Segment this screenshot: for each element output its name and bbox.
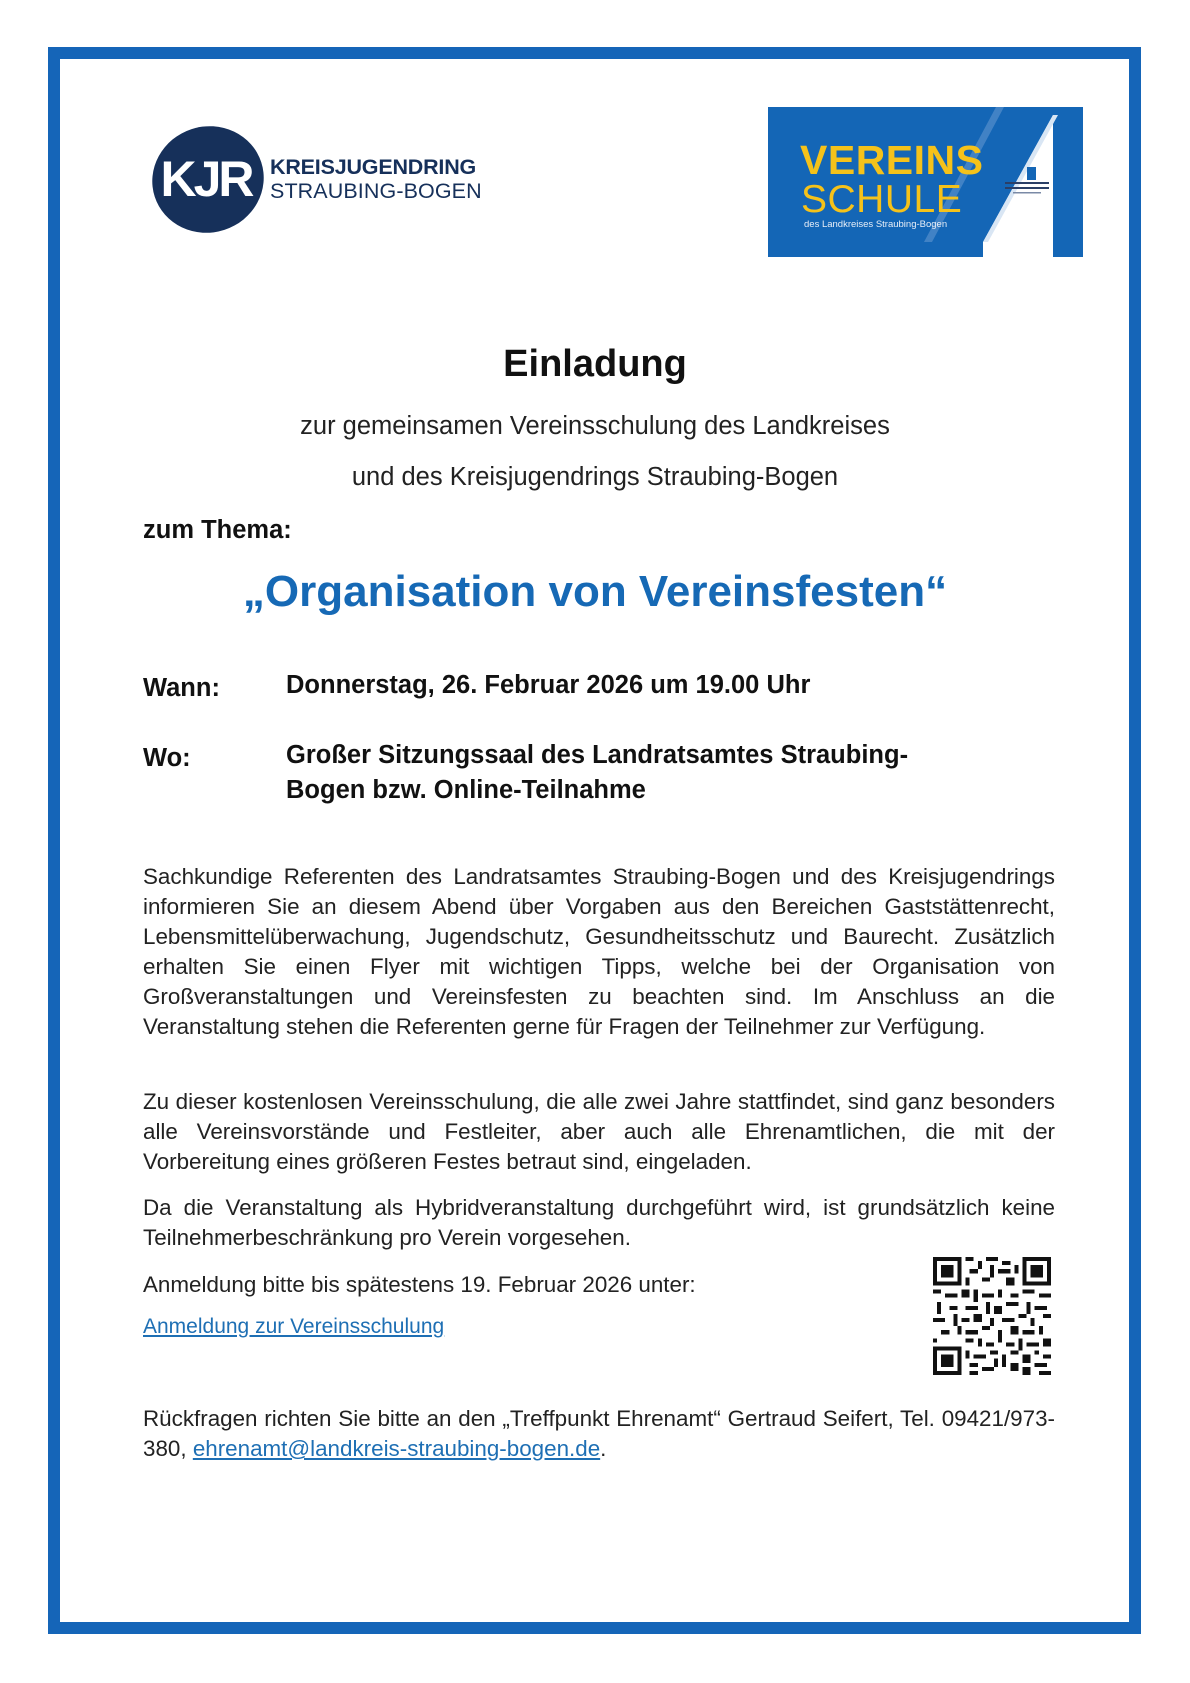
contact-end: .: [600, 1436, 607, 1461]
landkreis-seal-icon: [999, 167, 1055, 197]
contact-text: Rückfragen richten Sie bitte an den „Treffpunkt Ehrenamt“ Gertraud Seifert, Tel. 09421/973-380,: [143, 1406, 1055, 1461]
when-label: Wann:: [143, 674, 220, 702]
qr-code-icon[interactable]: [933, 1257, 1051, 1375]
kjr-oval-icon: [148, 122, 268, 237]
kjr-logo: [148, 122, 488, 242]
registration-link[interactable]: Anmeldung zur Vereinsschulung: [143, 1315, 445, 1338]
kjr-name-line1: KREISJUGENDRING: [270, 155, 477, 179]
topic-title: „Organisation von Vereinsfesten“: [242, 567, 948, 616]
contact-email-link[interactable]: ehrenamt@landkreis-straubing-bogen.de: [192, 1436, 601, 1461]
topic-label: zum Thema:: [143, 516, 292, 544]
kjr-initials: KJR: [160, 151, 252, 207]
vereinsschule-logo: [768, 107, 1083, 257]
where-label: Wo:: [143, 744, 191, 772]
vereinsschule-subtitle: des Landkreises Straubing-Bogen: [804, 219, 948, 230]
vereinsschule-word2: SCHULE: [801, 178, 963, 221]
subtitle-line2: und des Kreisjugendrings Straubing-Bogen: [351, 463, 839, 491]
page-border: [48, 47, 1141, 1634]
when-value: Donnerstag, 26. Februar 2026 um 19.00 Uhr: [286, 671, 811, 699]
contact-paragraph: [143, 1404, 1055, 1464]
where-value: Großer Sitzungssaal des Landratsamtes Straubing-Bogen bzw. Online-Teilnahme: [286, 741, 909, 804]
registration-text: Anmeldung bitte bis spätestens 19. Februar 2026 unter:: [143, 1272, 696, 1297]
page-title: Einladung: [503, 343, 687, 385]
hybrid-paragraph: Da die Veranstaltung als Hybridveranstaltung durchgeführt wird, ist grundsätzlich keine Teilnehmerbeschränkung pro Verein vorgesehen.: [143, 1195, 1055, 1250]
kjr-name-line2: STRAUBING-BOGEN: [270, 178, 482, 203]
audience-paragraph: Zu dieser kostenlosen Vereinsschulung, die alle zwei Jahre stattfindet, sind ganz besonders alle Vereinsvorstände und Festleiter, aber auch alle Ehrenamtlichen, die mit der Vorbereitung eines größeren Festes betraut sind, eingeladen.: [143, 1089, 1055, 1174]
description-paragraph: Sachkundige Referenten des Landratsamtes Straubing-Bogen und des Kreisjugendrings informieren Sie an diesem Abend über Vorgaben aus den Bereichen Gaststättenrecht, Lebensmittelüberwachung, Jugendschutz, Gesundheitsschutz und Baurecht. Zusätzlich erhalten Sie einen Flyer mit wichtigen Tipps, welche bei der Organisation von Großveranstaltungen und Vereinsfesten zu beachten sind. Im Anschluss an die Veranstaltung stehen die Referenten gerne für Fragen der Teilnehmer zur Verfügung.: [143, 864, 1055, 1039]
vereinsschule-word1: VEREINS: [800, 137, 984, 183]
subtitle-line1: zur gemeinsamen Vereinsschulung des Landkreises: [300, 412, 890, 440]
